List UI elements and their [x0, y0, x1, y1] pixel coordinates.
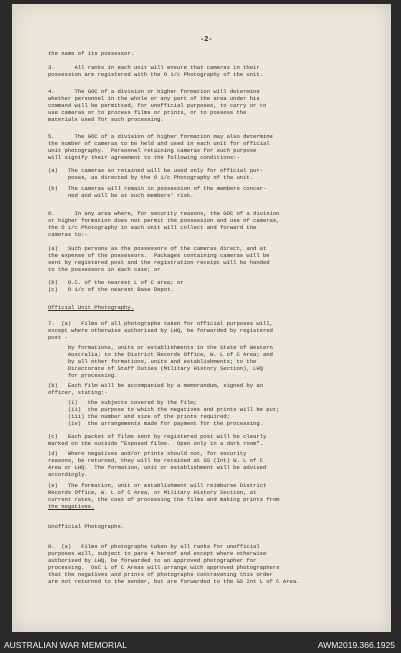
document-line: accordingly.	[48, 471, 88, 478]
document-line: current rates, the cost of processing the films and making prints from	[48, 496, 280, 503]
document-line: the expense of the possessors. Packages containing cameras will be	[48, 252, 270, 259]
document-line: officer, stating:-	[48, 389, 108, 396]
document-line: use cameras or to process films or prints, or to possess the	[48, 109, 247, 116]
document-line: 8. (a) Films of photographs taken by all ranks for unofficial	[48, 543, 260, 550]
document-page	[12, 4, 391, 632]
document-line: (d) Where negatives and/or prints should not, for security	[48, 450, 247, 457]
document-line: (b) O.C. of the nearest L of C area; or	[48, 279, 184, 286]
document-line: cameras to:-	[48, 231, 88, 238]
document-line: the name of its possessor.	[48, 50, 134, 57]
page-number: -2-	[200, 36, 213, 44]
footer-source: AUSTRALIAN WAR MEMORIAL	[4, 640, 127, 650]
section-heading: the negatives.	[48, 503, 95, 510]
document-line: poses, as directed by the O i/c Photography of the unit.	[48, 174, 254, 181]
document-line: sent by registered post and the registration receipt will be handed	[48, 259, 270, 266]
document-line: (a) Such persons as the possessors of the cameras direct, and at	[48, 245, 267, 252]
document-line: that the negatives and prints of photographs contravening this order	[48, 571, 273, 578]
document-line: except where otherwise authorised by LHQ, be forwarded by registered	[48, 327, 273, 334]
document-line: (e) The formation, unit or establishment will reimburse District	[48, 482, 267, 489]
document-line: purposes will, subject to para 4 hereof and except where otherwise	[48, 550, 267, 557]
document-line: (b) Each film will be accompanied by a memorandum, signed by an	[48, 382, 263, 389]
document-line: Directorate of Staff Duties (Military History Section), LHQ	[48, 365, 263, 372]
document-line: processing. OsC L of C Areas will arrange with approved photographers	[48, 564, 280, 571]
document-line: 5. The GOC of a division of higher formation may also determine	[48, 133, 273, 140]
document-line: 3. All ranks in each unit will ensure that cameras in their	[48, 64, 260, 71]
document-line: (c) O i/c of the nearest Base Depot.	[48, 286, 174, 293]
document-line: 4. The GOC of a division or higher formation will determine	[48, 88, 260, 95]
footer-bar	[0, 638, 401, 653]
document-line: the number of cameras to be held and used in each unit for official	[48, 140, 270, 147]
document-line: Records Office, W. L of C Area, or Military History Section, at	[48, 489, 257, 496]
document-line: whether personnel in the whole or any part of the area under his	[48, 95, 260, 102]
document-line: Area or LHQ. The formation, unit or establishment will be advised	[48, 464, 267, 471]
document-line: 6. In any area where, for security reasons, the GOC of a division	[48, 210, 280, 217]
document-line: Australia; to the District Records Office, W. L of C Area; and	[48, 351, 273, 358]
document-line: (a) The cameras so retained will be used only for official pur-	[48, 167, 263, 174]
document-line: to the possessors in each case; or	[48, 266, 161, 273]
document-line: (b) The cameras will remain in possession of the members concer-	[48, 185, 267, 192]
document-line: reasons, be returned, they will be retained at GS (Int) W. L of C	[48, 457, 263, 464]
document-line: (c) Each packet of films sent by registered post will be clearly	[48, 433, 267, 440]
document-line: marked on the outside "Exposed films. Open only in a dark room".	[48, 440, 263, 447]
document-line: (i) the subjects covered by the film;	[48, 399, 197, 406]
document-line: 7. (a) Films of all photographs taken for official purposes will,	[48, 320, 273, 327]
document-line: materials used for such processing.	[48, 116, 164, 123]
document-line: for processing.	[48, 372, 118, 379]
document-line: by formations, units or establishments in the State of Western	[48, 344, 273, 351]
document-line: the O i/c Photography in each unit will collect and forward the	[48, 224, 257, 231]
document-line: or higher formation does not permit the possession and use of cameras,	[48, 217, 280, 224]
document-line: unit photography. Personnel retaining cameras for such purpose	[48, 147, 257, 154]
document-line: post -	[48, 334, 68, 341]
document-line: (iv) the arrangements made for payment for the processing.	[48, 420, 263, 427]
document-line: Unofficial Photographs.	[48, 523, 125, 530]
document-line: possession are registered with the O i/c Photography of the unit.	[48, 71, 263, 78]
document-line: authorised by LHQ, be forwarded to an approved photographer for	[48, 557, 257, 564]
document-line: will signify their agreement to the following conditions:-	[48, 154, 240, 161]
document-line: by all other formations, units and establishments; to the	[48, 358, 257, 365]
section-heading: Official Unit Photography.	[48, 304, 134, 311]
footer-accession-number: AWM2019.366.1925	[317, 640, 395, 650]
document-line: are not returned to the sender, but are forwarded to the GS Int L of C Area.	[48, 578, 300, 585]
document-line: command will be permitted, for unofficial purposes, to carry or to	[48, 102, 267, 109]
document-line: (iii) the number and size of the prints required;	[48, 413, 230, 420]
document-line: ned and will be at such members' risk.	[48, 192, 194, 199]
document-line: (ii) the purpose to which the negatives and prints will be put;	[48, 406, 280, 413]
